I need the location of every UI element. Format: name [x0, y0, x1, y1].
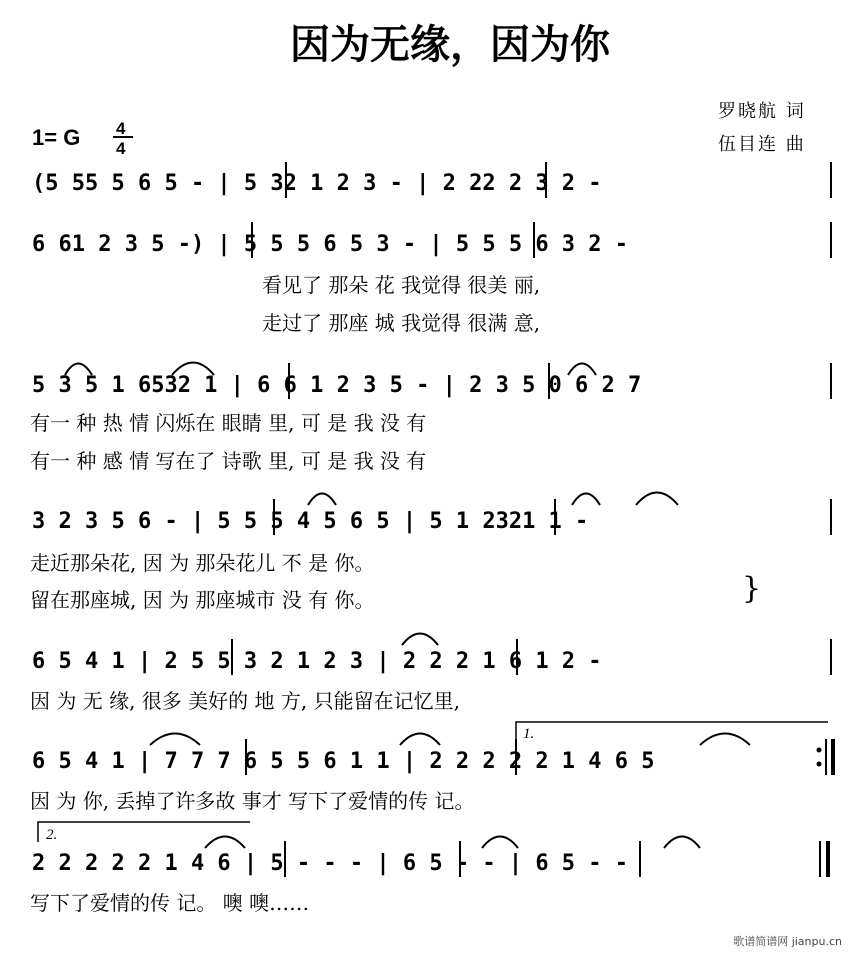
notes-row-7: 2 2 2 2 2 1 4 6 | 5 - - - | 6 5 - - | 6 5 - - — [32, 851, 629, 876]
slur — [400, 734, 440, 746]
lyric-row-6: 因 为 你, 丢掉了许多故 事才 写下了爱情的传 记。 — [30, 789, 475, 813]
slur — [308, 494, 336, 506]
slur — [482, 837, 518, 849]
lyric-row-3-verse-2: 有一 种 感 情 写在了 诗歌 里, 可 是 我 没 有 — [30, 449, 427, 473]
lyric-row-7: 写下了爱情的传 记。 噢 噢…… — [30, 891, 310, 915]
composer-credit: 伍目连 曲 — [718, 134, 806, 155]
notes-row-4: 3 2 3 5 6 - | 5 5 5 4 5 6 5 | 5 1 2321 1 - — [32, 509, 589, 534]
slur — [402, 634, 438, 646]
notes-row-2: 6 61 2 3 5 -) | 5 5 5 6 5 3 - | 5 5 5 6 3 2 - — [32, 232, 629, 257]
lyricist-credit: 罗晓航 词 — [718, 101, 806, 122]
lyric-row-2-verse-1: 看见了 那朵 花 我觉得 很美 丽, — [262, 273, 541, 297]
slur — [664, 837, 700, 849]
song-title: 因为无缘，因为你 — [290, 21, 610, 68]
slur — [572, 494, 600, 506]
notes-row-1: (5 55 5 6 5 - | 5 32 1 2 3 - | 2 22 2 3 2 - — [32, 171, 602, 196]
repeat-dot — [817, 762, 822, 767]
notes-row-5: 6 5 4 1 | 2 5 5 3 2 1 2 3 | 2 2 2 1 6 1 2 - — [32, 649, 602, 674]
watermark: 歌谱简谱网 jianpu.cn — [733, 935, 842, 948]
key-signature: 1= G — [32, 125, 81, 150]
slur — [205, 837, 245, 849]
second-ending-bracket — [38, 822, 250, 842]
verse-brace: } — [742, 571, 762, 606]
notes-row-6: 6 5 4 1 | 7 7 7 6 5 5 6 1 1 | 2 2 2 2 2 1 4 6 5 — [32, 749, 655, 774]
lyric-row-4-verse-2: 留在那座城, 因 为 那座城市 没 有 你。 — [30, 588, 375, 612]
lyric-row-4-verse-1: 走近那朵花, 因 为 那朵花儿 不 是 你。 — [30, 551, 375, 575]
second-ending-label: 2. — [46, 827, 58, 843]
first-ending-label: 1. — [523, 726, 535, 742]
first-ending-bracket — [516, 722, 828, 742]
lyric-row-5: 因 为 无 缘, 很多 美好的 地 方, 只能留在记忆里, — [30, 689, 460, 713]
notes-row-3: 5 3 5 1 6532 1 | 6 6 1 2 3 5 - | 2 3 5 0 6 2 7 — [32, 373, 642, 398]
meter-top: 4 — [116, 119, 126, 138]
slur — [636, 493, 678, 506]
slur — [700, 734, 750, 746]
repeat-dot — [817, 748, 822, 753]
slur — [150, 734, 200, 746]
lyric-row-3-verse-1: 有一 种 热 情 闪烁在 眼睛 里, 可 是 我 没 有 — [30, 411, 427, 435]
lyric-row-2-verse-2: 走过了 那座 城 我觉得 很满 意, — [262, 311, 541, 335]
meter-bottom: 4 — [116, 139, 126, 158]
